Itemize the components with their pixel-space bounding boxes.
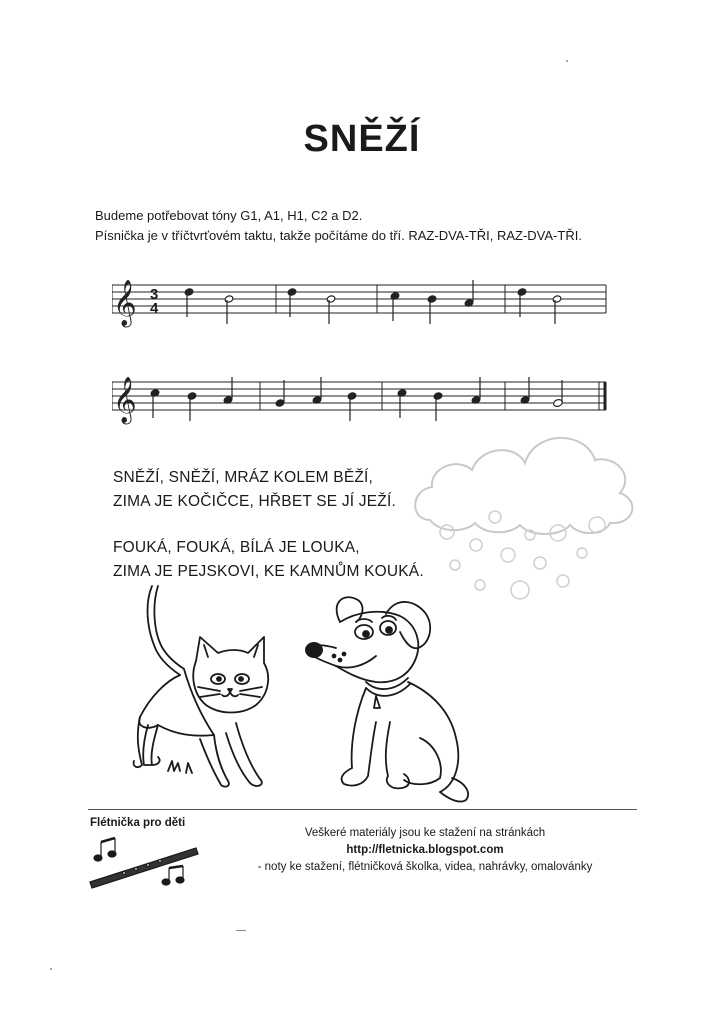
note [347,392,357,421]
note [464,280,474,307]
page-title: SNĚŽÍ [303,118,421,160]
intro-line-1: Budeme potřebovat tóny G1, A1, H1, C2 a D2. [95,208,363,223]
footer-info [230,825,620,876]
note [223,377,233,404]
note [427,295,437,324]
note [187,392,197,421]
footer-line-3: - noty ke stažení, flétničková školka, videa, nahrávky, omalovánky [257,861,593,873]
snowflake-icon [440,511,605,599]
note [471,377,481,404]
treble-clef-icon: 𝄞 [113,377,137,423]
dog-nose [305,642,323,658]
music-staff-2 [112,369,608,429]
lyrics-line: ZIMA JE PEJSKOVI, KE KAMNŮM KOUKÁ. [113,563,424,580]
lyrics-verse-1 [113,466,396,514]
note [224,295,234,324]
note [552,295,562,324]
scan-speck [50,968,52,970]
note [433,392,443,421]
treble-clef-icon: 𝄞 [113,280,137,326]
scan-speck [236,930,246,931]
time-signature-bottom: 4 [150,300,159,317]
note [553,380,564,408]
note [275,380,285,407]
footer-line-1: Veškeré materiály jsou ke stažení na stránkách [304,827,546,839]
lyrics-verse-2 [113,536,424,584]
dog-illustration [300,592,475,807]
brand-name: Flétnička pro děti [90,817,186,829]
note [520,377,530,404]
cat-illustration [128,585,278,795]
cloud-icon [410,425,640,605]
time-signature-top: 3 [150,286,159,303]
music-staff-1 [112,272,608,332]
intro-line-2: Písnička je v tříčtvrťovém taktu, takže počítáme do tří. RAZ-DVA-TŘI, RAZ-DVA-TŘI. [95,228,582,243]
note [312,377,322,404]
lyrics-line: FOUKÁ, FOUKÁ, BÍLÁ JE LOUKA, [113,539,360,556]
lyrics-line: ZIMA JE KOČIČCE, HŘBET SE JÍ JEŽÍ. [113,493,396,510]
note [326,295,336,324]
flute-icon [84,834,202,892]
lyrics-line: SNĚŽÍ, SNĚŽÍ, MRÁZ KOLEM BĚŽÍ, [113,469,374,486]
scan-speck [566,60,568,62]
website-link[interactable]: http://fletnicka.blogspot.com [346,844,504,856]
intro-text [95,206,582,246]
footer-divider [88,809,637,810]
